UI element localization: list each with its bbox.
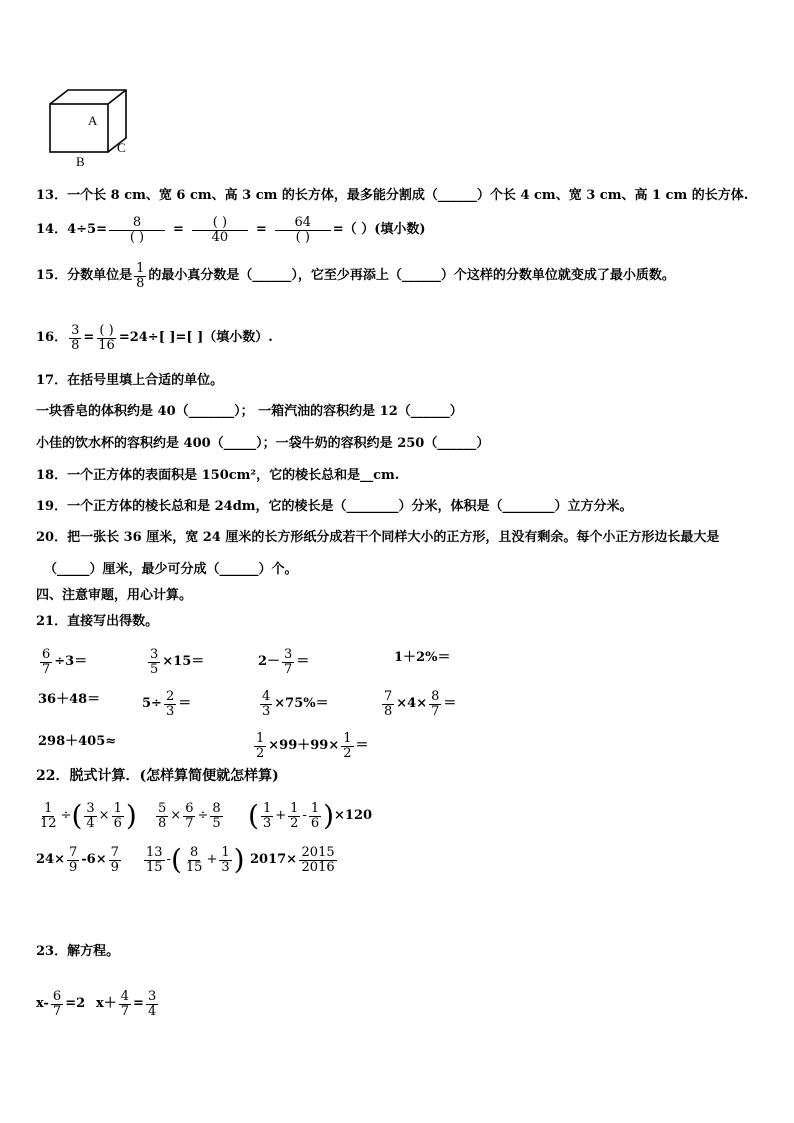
q22-b-op1: × bbox=[170, 808, 182, 824]
q21-item-c bbox=[258, 648, 309, 676]
question-16 bbox=[36, 324, 273, 352]
q23-b-fraction-2: $\frac{3}{4}$ bbox=[147, 989, 157, 1019]
q22-e-paren-open: ( bbox=[170, 843, 182, 877]
cube-label-b: B bbox=[76, 154, 85, 169]
q22-a-fraction-1: $\frac{1}{12}$ bbox=[40, 801, 57, 831]
q23-a-fraction: $\frac{6}{7}$ bbox=[52, 989, 62, 1019]
q22-c-paren-open: ( bbox=[248, 799, 259, 833]
q21-item-j bbox=[252, 732, 369, 760]
q22-c-paren-close: ) bbox=[323, 799, 335, 833]
question-20-line-2: （_____）厘米，最少可分成（______）个。 bbox=[44, 562, 298, 577]
q23-equation-a bbox=[36, 990, 85, 1018]
q14-equals-1: = bbox=[172, 222, 184, 238]
question-18: 18．一个正方体的表面积是 150cm²，它的棱长总和是__cm. bbox=[36, 468, 400, 483]
q22-c-tail: ×120 bbox=[334, 808, 373, 824]
q21-item-h bbox=[380, 690, 456, 718]
q14-fraction-1: $\frac{8}{( )}$ bbox=[109, 216, 165, 244]
q21-h-fraction-2: $\frac{8}{7}$ bbox=[431, 689, 440, 719]
q16-prefix: 16． bbox=[36, 330, 68, 346]
q23-equation-b bbox=[96, 990, 160, 1018]
q21-h-mid: ×4× bbox=[396, 696, 428, 712]
question-19: 19．一个正方体的棱长总和是 24dm，它的棱长是（________）分米，体积是（________）立方分米。 bbox=[36, 499, 633, 514]
q15-suffix: 的最小真分数是（______），它至少再添上（______）个这样的分数单位就变成了最小质数。 bbox=[148, 268, 675, 284]
cube-label-c: C bbox=[117, 140, 126, 155]
q22-a-op2: × bbox=[98, 808, 110, 824]
q22-e-op: - bbox=[166, 852, 171, 868]
q14-fraction-3: $\frac{64}{( )}$ bbox=[275, 216, 331, 244]
q22-c-op2: - bbox=[302, 808, 307, 824]
q22-c-fraction-2: $\frac{1}{2}$ bbox=[290, 801, 299, 831]
q23-b-head: x＋ bbox=[96, 996, 117, 1012]
q22-c-op1: + bbox=[275, 808, 287, 824]
q21-a-tail: ÷3＝ bbox=[54, 654, 88, 670]
q22-a-paren-close: ) bbox=[125, 799, 137, 833]
q22-d-fraction-1: $\frac{7}{9}$ bbox=[68, 845, 78, 875]
q21-item-g bbox=[258, 690, 329, 718]
q22-item-c bbox=[248, 799, 373, 833]
q22-a-fraction-3: $\frac{1}{6}$ bbox=[113, 801, 122, 831]
q21-g-tail: ×75%＝ bbox=[274, 696, 329, 712]
q22-a-op: ÷ bbox=[60, 808, 72, 824]
q16-suffix: =24÷[ ]=[ ]（填小数）. bbox=[118, 330, 273, 346]
q21-j-mid: ×99＋99× bbox=[268, 738, 340, 754]
q21-item-e: 36＋48＝ bbox=[38, 692, 101, 707]
cube-figure bbox=[40, 84, 140, 170]
question-15 bbox=[36, 262, 675, 290]
q21-a-fraction: $\frac{6}{7}$ bbox=[42, 647, 51, 677]
q21-c-tail: ＝ bbox=[296, 654, 310, 670]
q21-g-fraction: $\frac{4}{3}$ bbox=[262, 689, 271, 719]
q21-item-b bbox=[146, 648, 204, 676]
question-21-title: 21．直接写出得数。 bbox=[36, 614, 159, 629]
q22-f-fraction: $\frac{2015}{2016}$ bbox=[299, 846, 337, 874]
q16-equals: = bbox=[83, 330, 95, 346]
q21-f-fraction: $\frac{2}{3}$ bbox=[165, 689, 175, 719]
q22-d-head: 24× bbox=[36, 852, 65, 868]
q21-item-f bbox=[142, 690, 191, 718]
q21-f-head: 5÷ bbox=[142, 696, 162, 712]
q21-h-fraction-1: $\frac{7}{8}$ bbox=[384, 689, 393, 719]
question-17-line-1: 一块香皂的体积约是 40（_______）； 一箱汽油的容积约是 12（______） bbox=[36, 404, 463, 419]
q23-a-tail: =2 bbox=[65, 996, 86, 1012]
q23-b-eq: = bbox=[133, 996, 144, 1012]
q15-fraction: $\frac{1}{8}$ bbox=[136, 261, 145, 291]
q21-j-fraction-1: $\frac{1}{2}$ bbox=[256, 731, 265, 761]
q16-fraction-2: $\frac{( )}{16}$ bbox=[98, 323, 115, 353]
q22-a-fraction-2: $\frac{3}{4}$ bbox=[86, 801, 95, 831]
q22-b-op2: ÷ bbox=[197, 808, 209, 824]
q21-b-tail: ×15＝ bbox=[162, 654, 205, 670]
q22-a-paren-open: ( bbox=[71, 799, 83, 833]
q21-c-head: 2－ bbox=[258, 654, 281, 670]
question-20-line-1: 20．把一张长 36 厘米，宽 24 厘米的长方形纸分成若干个同样大小的正方形，且没有剩余。每个小正方形边长最大是 bbox=[36, 530, 720, 545]
q23-b-fraction-1: $\frac{4}{7}$ bbox=[120, 989, 130, 1019]
q22-item-e bbox=[142, 843, 245, 877]
question-13: 13．一个长 8 cm、宽 6 cm、高 3 cm 的长方体，最多能分割成（______）个长 4 cm、宽 3 cm、高 1 cm 的长方体. bbox=[36, 188, 749, 203]
cube-label-a: A bbox=[88, 113, 98, 128]
q22-b-fraction-3: $\frac{8}{5}$ bbox=[212, 801, 221, 831]
q22-item-b bbox=[154, 802, 225, 830]
q16-fraction-1: $\frac{3}{8}$ bbox=[71, 323, 80, 353]
q21-c-fraction: $\frac{3}{7}$ bbox=[284, 647, 293, 677]
question-17-title: 17．在括号里填上合适的单位。 bbox=[36, 373, 224, 388]
question-14 bbox=[36, 216, 426, 244]
question-23-title: 23．解方程。 bbox=[36, 944, 120, 959]
q23-a-head: x- bbox=[36, 996, 49, 1012]
q22-item-f bbox=[250, 846, 339, 874]
q22-c-fraction-3: $\frac{1}{6}$ bbox=[310, 801, 320, 831]
question-22-title: 22．脱式计算．(怎样算简便就怎样算) bbox=[36, 768, 279, 784]
q14-suffix: =（ ）(填小数) bbox=[332, 222, 426, 238]
q14-fraction-2: $\frac{( )}{40}$ bbox=[192, 216, 248, 244]
q22-e-fraction-1: $\frac{13}{15}$ bbox=[146, 845, 163, 875]
q22-c-fraction-1: $\frac{1}{3}$ bbox=[262, 801, 272, 831]
q22-e-fraction-2: $\frac{8}{15}$ bbox=[185, 845, 203, 875]
q22-f-head: 2017× bbox=[250, 852, 298, 868]
q21-item-a bbox=[38, 648, 87, 676]
q15-prefix: 15．分数单位是 bbox=[36, 268, 133, 284]
q21-j-fraction-2: $\frac{1}{2}$ bbox=[343, 731, 352, 761]
q22-e-fraction-3: $\frac{1}{3}$ bbox=[221, 845, 230, 875]
section-4-heading: 四、注意审题，用心计算。 bbox=[36, 588, 193, 603]
q14-equals-2: = bbox=[255, 222, 267, 238]
q22-item-d bbox=[36, 846, 123, 874]
q22-item-a bbox=[36, 799, 137, 833]
q14-prefix: 14．4÷5= bbox=[36, 222, 107, 238]
q22-d-fraction-2: $\frac{7}{9}$ bbox=[110, 845, 119, 875]
q22-e-paren-close: ) bbox=[233, 843, 245, 877]
q22-b-fraction-2: $\frac{6}{7}$ bbox=[185, 801, 194, 831]
q22-e-op2: + bbox=[206, 852, 218, 868]
q21-item-i: 298＋405≈ bbox=[38, 734, 117, 749]
q21-h-tail: ＝ bbox=[443, 696, 457, 712]
question-17-line-2: 小佳的饮水杯的容积约是 400（_____）；一袋牛奶的容积约是 250（______） bbox=[36, 436, 490, 451]
q22-b-fraction-1: $\frac{5}{8}$ bbox=[158, 801, 167, 831]
q22-d-mid: -6× bbox=[81, 852, 107, 868]
q21-j-tail: ＝ bbox=[355, 738, 369, 754]
q21-b-fraction: $\frac{3}{5}$ bbox=[150, 647, 159, 677]
q21-f-tail: ＝ bbox=[178, 696, 192, 712]
q21-item-d: 1＋2%＝ bbox=[394, 650, 451, 665]
